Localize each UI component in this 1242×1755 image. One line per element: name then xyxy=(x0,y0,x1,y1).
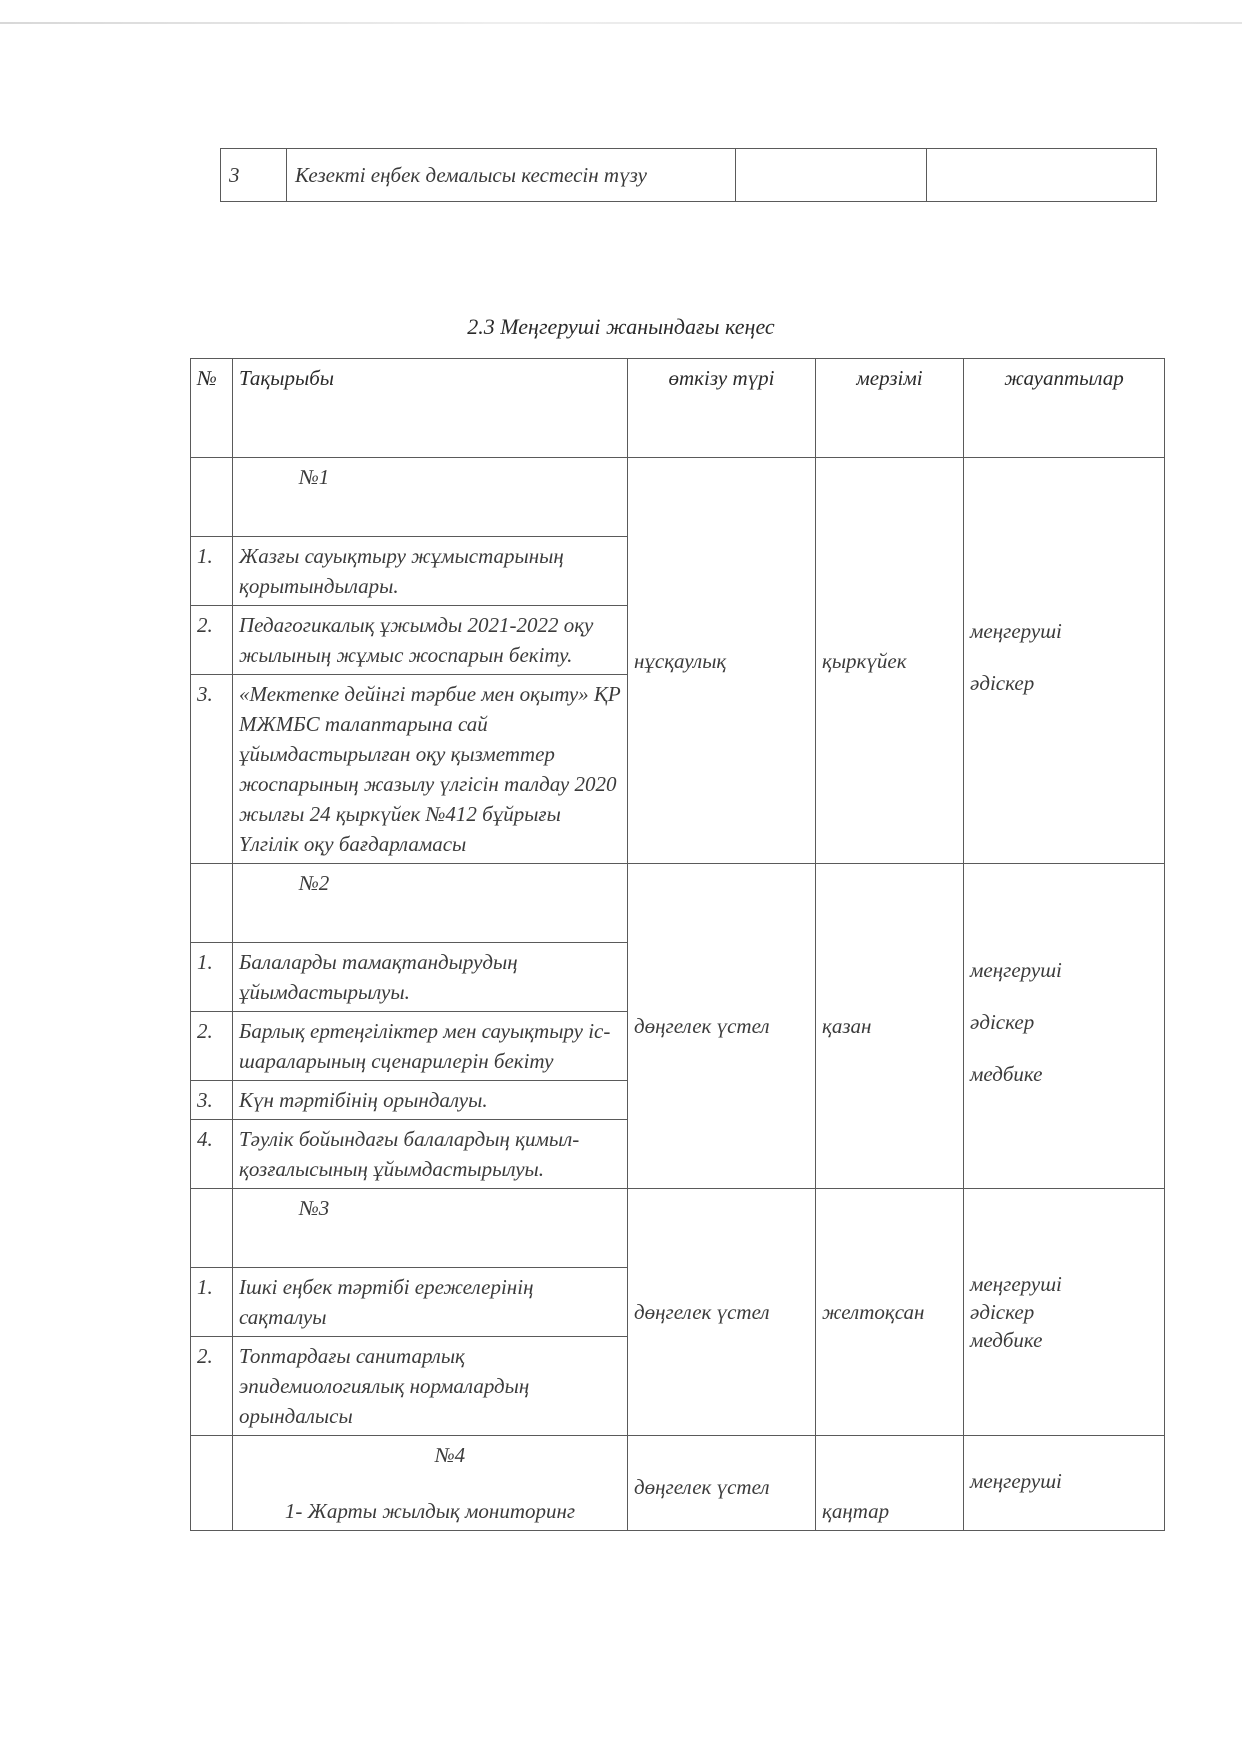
group-label: №2 xyxy=(233,864,628,943)
item-number: 1. xyxy=(191,537,233,606)
header-type: өткізу түрі xyxy=(628,359,816,458)
group-type: дөңгелек үстел xyxy=(628,864,816,1189)
group-type: дөңгелек үстел xyxy=(628,1436,816,1531)
group-label: №3 xyxy=(233,1189,628,1268)
item-number: 2. xyxy=(191,606,233,675)
group-responsible: меңгеруші xyxy=(964,1436,1165,1531)
responsible-person: меңгеруші xyxy=(970,618,1062,643)
item-topic: Күн тәртібінің орындалуы. xyxy=(233,1081,628,1120)
empty-cell xyxy=(191,1189,233,1268)
header-date: мерзімі xyxy=(816,359,964,458)
group-responsible xyxy=(964,1189,1165,1436)
item-topic: 1- Жарты жылдық мониторинг xyxy=(284,1499,576,1523)
responsible-person: әдіскер xyxy=(970,1010,1035,1034)
empty-cell xyxy=(927,149,1157,202)
item-topic: Балаларды тамақтандырудың ұйымдастырылуы. xyxy=(233,943,628,1012)
item-number: 3. xyxy=(191,1081,233,1120)
item-number: 1. xyxy=(191,1268,233,1337)
group-date: қаңтар xyxy=(816,1436,964,1531)
responsible-person: меңгеруші xyxy=(970,1272,1062,1296)
responsible-person: медбике xyxy=(970,1328,1043,1352)
group-label: №1 xyxy=(233,458,628,537)
header-topic: Тақырыбы xyxy=(233,359,628,458)
group-date: қыркүйек xyxy=(816,458,964,864)
empty-cell xyxy=(736,149,927,202)
responsible-person: әдіскер xyxy=(970,1300,1035,1324)
header-responsible: жауаптылар xyxy=(964,359,1165,458)
group-date: желтоқсан xyxy=(816,1189,964,1436)
table-row xyxy=(221,149,1157,202)
group-header-row xyxy=(191,864,1165,943)
responsible-person: әдіскер xyxy=(970,670,1035,695)
empty-cell xyxy=(191,1436,233,1531)
group-header-row xyxy=(191,458,1165,537)
header-num: № xyxy=(191,359,233,458)
empty-cell xyxy=(191,458,233,537)
item-number: 2. xyxy=(191,1337,233,1436)
responsible-person: меңгеруші xyxy=(970,958,1062,982)
empty-cell xyxy=(191,864,233,943)
previous-table-fragment xyxy=(220,148,1157,202)
group-label-and-topic xyxy=(233,1436,628,1531)
group-row-partial xyxy=(191,1436,1165,1531)
item-topic: Ішкі еңбек тәртібі ережелерінің сақталуы xyxy=(233,1268,628,1337)
group-label: №4 xyxy=(434,1443,466,1467)
responsible-person: медбике xyxy=(970,1062,1043,1086)
item-number: 3. xyxy=(191,675,233,864)
group-responsible xyxy=(964,458,1165,864)
item-topic: Топтардағы санитарлық эпидемиологиялық нормалардың орындалысы xyxy=(233,1337,628,1436)
item-topic: Барлық ертеңгіліктер мен сауықтыру іс-шараларының сценарилерін бекіту xyxy=(233,1012,628,1081)
header-row xyxy=(191,359,1165,458)
item-topic: Жазғы сауықтыру жұмыстарының қорытындылары. xyxy=(233,537,628,606)
item-number: 1. xyxy=(191,943,233,1012)
item-number: 2. xyxy=(191,1012,233,1081)
group-responsible xyxy=(964,864,1165,1189)
group-header-row xyxy=(191,1189,1165,1268)
item-topic: «Мектепке дейінгі тәрбие мен оқыту» ҚР МЖМБС талаптарына сай ұйымдастырылған оқу қызметтер жоспарының жазылу үлгісін талдау 2020 жылғы 24 қыркүйек №412 бұйрығы Үлгілік оқу бағдарламасы xyxy=(233,675,628,864)
item-topic: Педагогикалық ұжымды 2021-2022 оқу жылының жұмыс жоспарын бекіту. xyxy=(233,606,628,675)
group-date: қазан xyxy=(816,864,964,1189)
scan-edge-line xyxy=(0,22,1242,24)
council-table xyxy=(190,358,1165,1531)
item-number: 4. xyxy=(191,1120,233,1189)
group-type: дөңгелек үстел xyxy=(628,1189,816,1436)
row-number: 3 xyxy=(221,149,287,202)
group-type: нұсқаулық xyxy=(628,458,816,864)
row-topic: Кезекті еңбек демалысы кестесін түзу xyxy=(287,149,736,202)
section-title: 2.3 Меңгеруші жанындағы кеңес xyxy=(467,314,775,339)
item-topic: Тәулік бойындағы балалардың қимыл-қозғалысының ұйымдастырылуы. xyxy=(233,1120,628,1189)
